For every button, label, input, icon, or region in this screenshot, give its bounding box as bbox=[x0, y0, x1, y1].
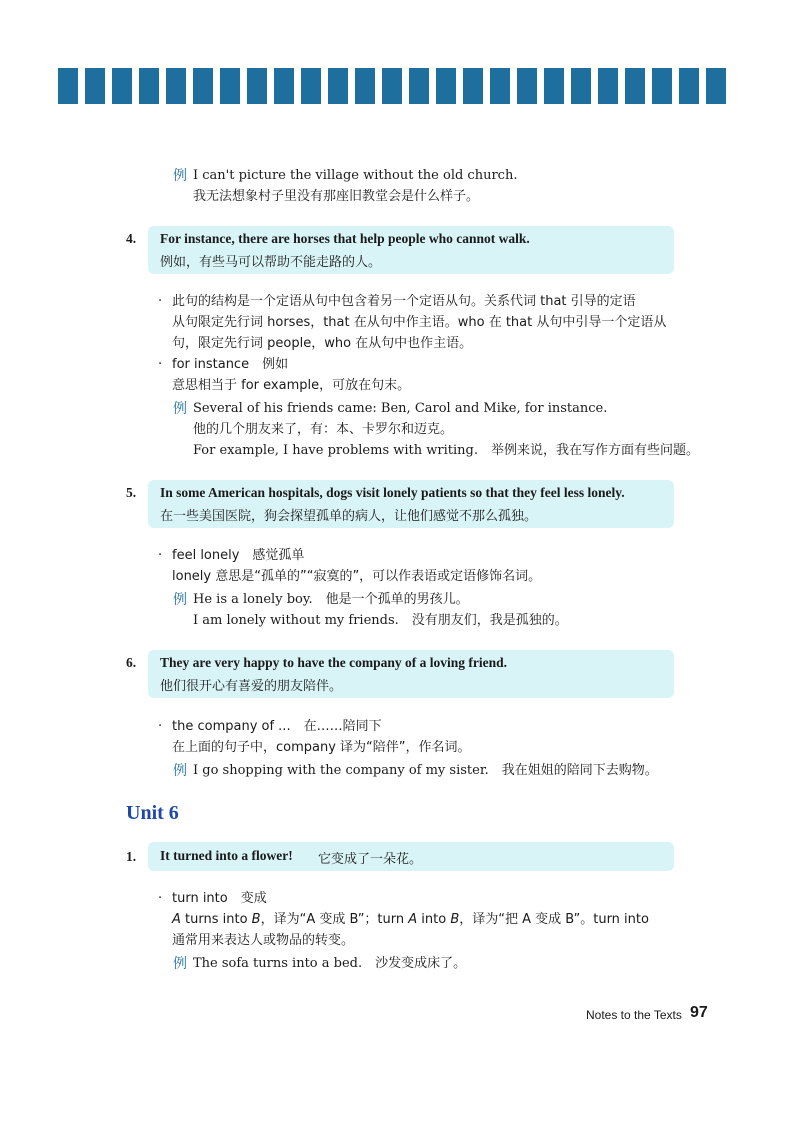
example-sentence: I go shopping with the company of my sister. 我在姐姐的陪同下去购物。 bbox=[193, 763, 658, 778]
key-sentence-translation: 在一些美国医院，狗会探望孤单的病人，让他们感觉不那么孤独。 bbox=[160, 509, 538, 524]
note-line: 此句的结构是一个定语从句中包含着另一个定语从句。关系代词 that 引导的定语 bbox=[172, 294, 636, 309]
example-sentence: Several of his friends came: Ben, Carol and Mike, for instance. bbox=[193, 401, 608, 416]
decor-block bbox=[382, 68, 402, 104]
decor-block bbox=[328, 68, 348, 104]
var-b: B bbox=[251, 912, 261, 927]
bullet-marker: · bbox=[158, 891, 163, 906]
example-translation: 我无法想象村子里没有那座旧教堂会是什么样子。 bbox=[193, 189, 480, 204]
bullet-marker: · bbox=[158, 719, 163, 734]
decor-block bbox=[355, 68, 375, 104]
decor-block bbox=[139, 68, 159, 104]
decor-block bbox=[193, 68, 213, 104]
example-sentence: He is a lonely boy. 他是一个孤单的男孩儿。 bbox=[193, 592, 469, 607]
text-part: turns into bbox=[180, 912, 252, 927]
key-sentence-box bbox=[148, 480, 674, 528]
key-sentence-translation: 他们很开心有喜爱的朋友陪伴。 bbox=[160, 679, 343, 694]
item-number: 6. bbox=[126, 655, 137, 670]
text-part: ，译为“A 变成 B”；turn bbox=[260, 912, 409, 927]
note-heading: for instance 例如 bbox=[172, 357, 289, 372]
note-description: 通常用来表达人或物品的转变。 bbox=[172, 933, 355, 948]
item-number: 1. bbox=[126, 849, 137, 864]
decor-block bbox=[301, 68, 321, 104]
var-a: A bbox=[172, 912, 181, 927]
key-sentence-translation: 例如，有些马可以帮助不能走路的人。 bbox=[160, 255, 382, 270]
decor-block bbox=[166, 68, 186, 104]
decor-block bbox=[463, 68, 483, 104]
unit-title: Unit 6 bbox=[126, 802, 179, 824]
text-part: ，译为“把 A 变成 B”。turn into bbox=[459, 912, 649, 927]
bullet-marker: · bbox=[158, 294, 163, 309]
example-sentence: I am lonely without my friends. 没有朋友们，我是孤独的。 bbox=[193, 613, 568, 628]
note-heading: turn into 变成 bbox=[172, 891, 267, 906]
decor-block bbox=[490, 68, 510, 104]
decor-block bbox=[58, 68, 78, 104]
item-number: 5. bbox=[126, 485, 137, 500]
note-line: 句，限定先行词 people，who 在从句中也作主语。 bbox=[172, 336, 473, 351]
decor-block bbox=[544, 68, 564, 104]
key-sentence-box bbox=[148, 226, 674, 274]
decor-block bbox=[517, 68, 537, 104]
example-translation: 他的几个朋友来了，有：本、卡罗尔和迈克。 bbox=[193, 422, 454, 437]
decor-block bbox=[679, 68, 699, 104]
var-a: A bbox=[408, 912, 418, 927]
key-sentence-box bbox=[148, 842, 674, 871]
decor-block bbox=[220, 68, 240, 104]
example-sentence: For example, I have problems with writing. 举例来说，我在写作方面有些问题。 bbox=[193, 443, 699, 458]
key-sentence: It turned into a flower! bbox=[160, 848, 293, 863]
note-description: 意思相当于 for example，可放在句末。 bbox=[172, 378, 411, 393]
item-number: 4. bbox=[126, 231, 137, 246]
decor-block bbox=[247, 68, 267, 104]
note-heading: the company of ... 在……陪同下 bbox=[172, 719, 382, 734]
decor-block bbox=[409, 68, 429, 104]
bullet-marker: · bbox=[158, 548, 163, 563]
decor-block bbox=[706, 68, 726, 104]
decor-block bbox=[85, 68, 105, 104]
key-sentence-box bbox=[148, 650, 674, 698]
note-heading: feel lonely 感觉孤单 bbox=[172, 548, 305, 563]
note-description: lonely 意思是“孤单的”“寂寞的”，可以作表语或定语修饰名词。 bbox=[172, 569, 542, 584]
key-sentence-translation: 它变成了一朵花。 bbox=[318, 852, 423, 867]
example-icon: 例 bbox=[173, 956, 187, 972]
example-sentence: The sofa turns into a bed. 沙发变成床了。 bbox=[193, 956, 467, 971]
decor-block bbox=[112, 68, 132, 104]
page-number: 97 bbox=[690, 1004, 708, 1021]
key-sentence: For instance, there are horses that help people who cannot walk. bbox=[160, 231, 530, 246]
key-sentence: In some American hospitals, dogs visit lonely patients so that they feel less lonely. bbox=[160, 485, 625, 500]
text-part: into bbox=[417, 912, 451, 927]
note-line: 从句限定先行词 horses，that 在从句中作主语。who 在 that 从句中引导一个定语从 bbox=[172, 315, 667, 330]
decor-block bbox=[571, 68, 591, 104]
example-icon: 例 bbox=[173, 401, 187, 417]
footer-label: Notes to the Texts bbox=[586, 1008, 682, 1022]
note-description: 在上面的句子中，company 译为“陪伴”，作名词。 bbox=[172, 740, 471, 755]
example-icon: 例 bbox=[173, 168, 187, 184]
example-sentence: I can't picture the village without the old church. bbox=[193, 168, 518, 183]
decor-block bbox=[598, 68, 618, 104]
decor-block bbox=[625, 68, 645, 104]
decor-block bbox=[652, 68, 672, 104]
decor-block bbox=[436, 68, 456, 104]
header-decoration bbox=[58, 68, 726, 104]
var-b: B bbox=[450, 912, 460, 927]
note-description bbox=[172, 911, 649, 929]
key-sentence: They are very happy to have the company of a loving friend. bbox=[160, 655, 507, 670]
decor-block bbox=[274, 68, 294, 104]
example-icon: 例 bbox=[173, 763, 187, 779]
bullet-marker: · bbox=[158, 357, 163, 372]
example-icon: 例 bbox=[173, 592, 187, 608]
